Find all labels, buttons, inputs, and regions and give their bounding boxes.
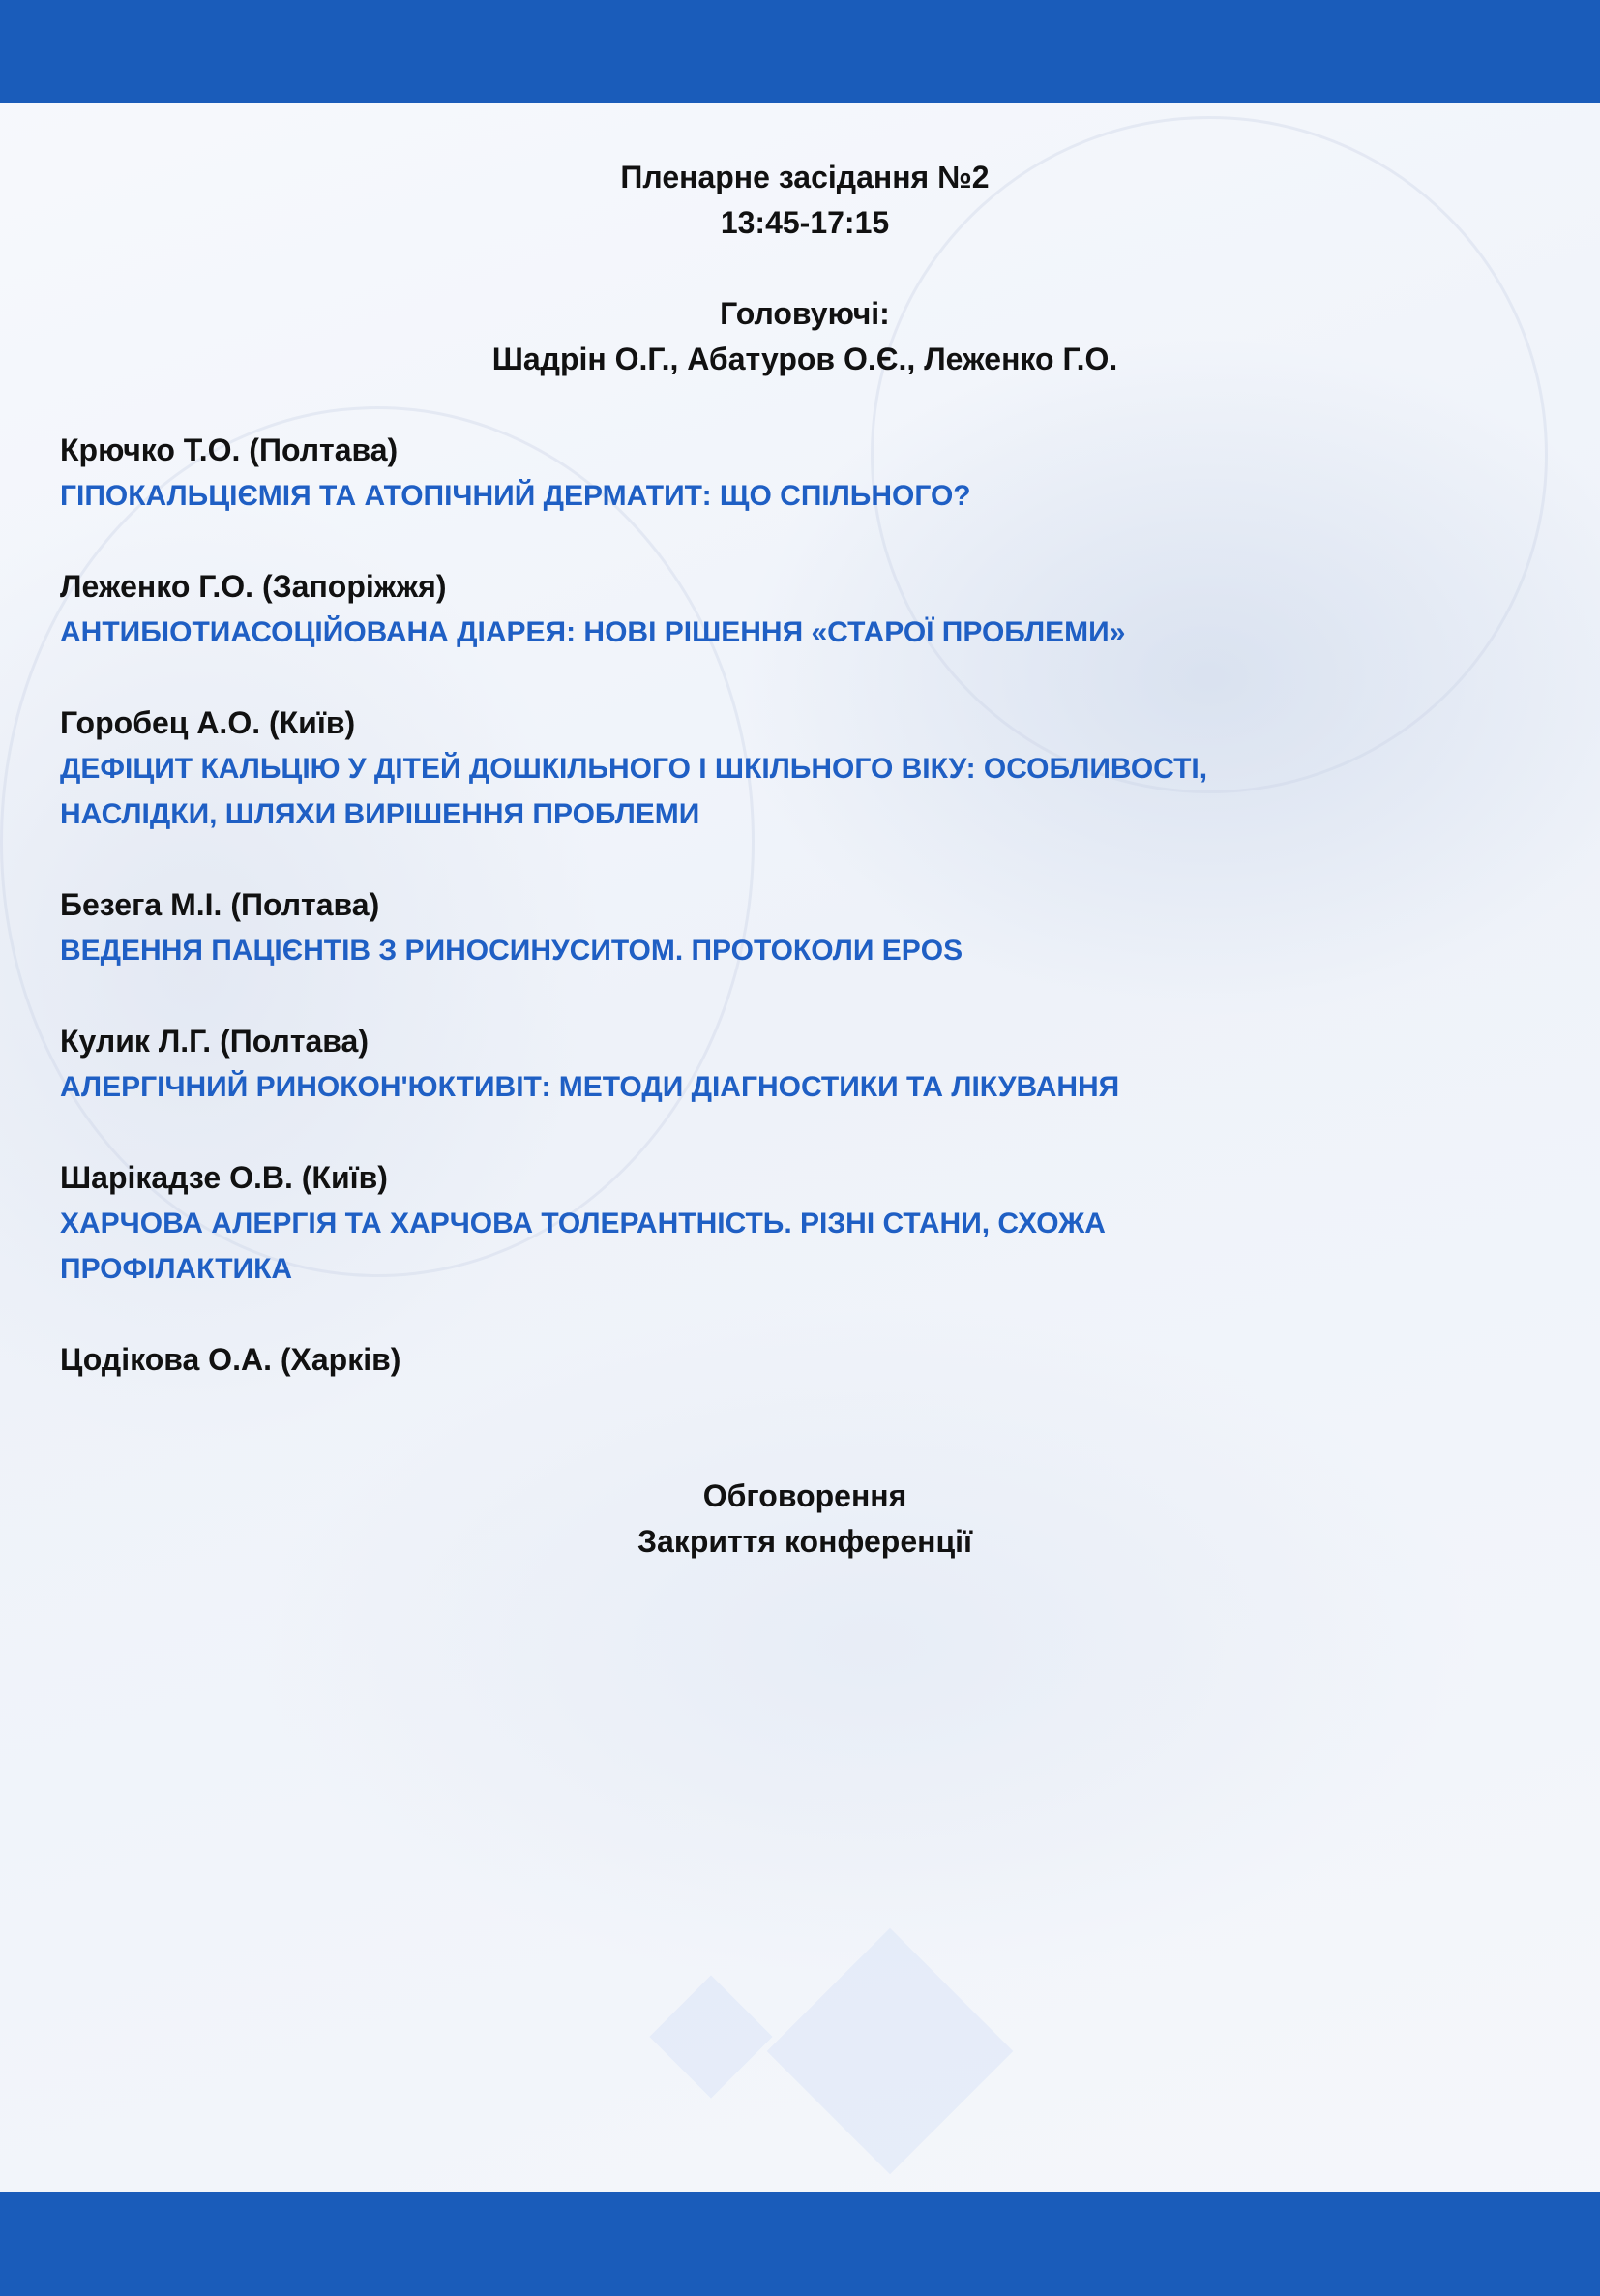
talk-title: ХАРЧОВА АЛЕРГІЯ ТА ХАРЧОВА ТОЛЕРАНТНІСТЬ. РІЗНІ СТАНИ, СХОЖА bbox=[60, 1208, 1106, 1239]
talk-title-cont: НАСЛІДКИ, ШЛЯХИ ВИРІШЕННЯ ПРОБЛЕМИ bbox=[60, 798, 700, 830]
talk-item bbox=[60, 564, 1550, 655]
talk-title: ДЕФІЦИТ КАЛЬЦІЮ У ДІТЕЙ ДОШКІЛЬНОГО І ШКІЛЬНОГО ВІКУ: ОСОБЛИВОСТІ, bbox=[60, 753, 1208, 785]
chairs-label: Головуючі: bbox=[720, 296, 890, 331]
program-content bbox=[60, 155, 1550, 1565]
talk-item bbox=[60, 1337, 1550, 1383]
speaker: Крючко Т.О. (Полтава) bbox=[60, 432, 399, 467]
bottom-banner bbox=[0, 2192, 1600, 2296]
talk-item bbox=[60, 1019, 1550, 1110]
session-title: Пленарне засідання №2 bbox=[620, 160, 990, 194]
talk-title: ГІПОКАЛЬЦІЄМІЯ ТА АТОПІЧНИЙ ДЕРМАТИТ: ЩО СПІЛЬНОГО? bbox=[60, 480, 971, 512]
top-banner bbox=[0, 0, 1600, 103]
chairs-names: Шадрін О.Г., Абатуров О.Є., Леженко Г.О. bbox=[491, 342, 1118, 376]
talk-title-cont: ПРОФІЛАКТИКА bbox=[60, 1253, 293, 1285]
talk-item bbox=[60, 882, 1550, 973]
talk-item bbox=[60, 1155, 1550, 1292]
speaker: Горобец А.О. (Київ) bbox=[60, 705, 356, 740]
diamond-decoration bbox=[649, 1975, 772, 2098]
diamond-decoration bbox=[767, 1928, 1014, 2175]
speaker: Кулик Л.Г. (Полтава) bbox=[60, 1024, 369, 1059]
talk-item bbox=[60, 428, 1550, 519]
talk-title: АЛЕРГІЧНИЙ РИНОКОН'ЮКТИВІТ: МЕТОДИ ДІАГНОСТИКИ ТА ЛІКУВАННЯ bbox=[60, 1071, 1120, 1103]
speaker: Шарікадзе О.В. (Київ) bbox=[60, 1160, 388, 1195]
speaker: Леженко Г.О. (Запоріжжя) bbox=[60, 569, 447, 604]
discussion-label: Обговорення bbox=[702, 1478, 907, 1513]
talk-item bbox=[60, 701, 1550, 837]
speaker: Безега М.І. (Полтава) bbox=[60, 887, 380, 922]
closing-label: Закриття конференції bbox=[637, 1524, 973, 1559]
talk-title: АНТИБІОТИАСОЦІЙОВАНА ДІАРЕЯ: НОВІ РІШЕННЯ «СТАРОЇ ПРОБЛЕМИ» bbox=[60, 616, 1126, 648]
speaker: Цодікова О.А. (Харків) bbox=[60, 1342, 401, 1377]
session-time: 13:45-17:15 bbox=[720, 205, 890, 240]
talk-title: ВЕДЕННЯ ПАЦІЄНТІВ З РИНОСИНУСИТОМ. ПРОТОКОЛИ EPOS bbox=[60, 935, 963, 967]
